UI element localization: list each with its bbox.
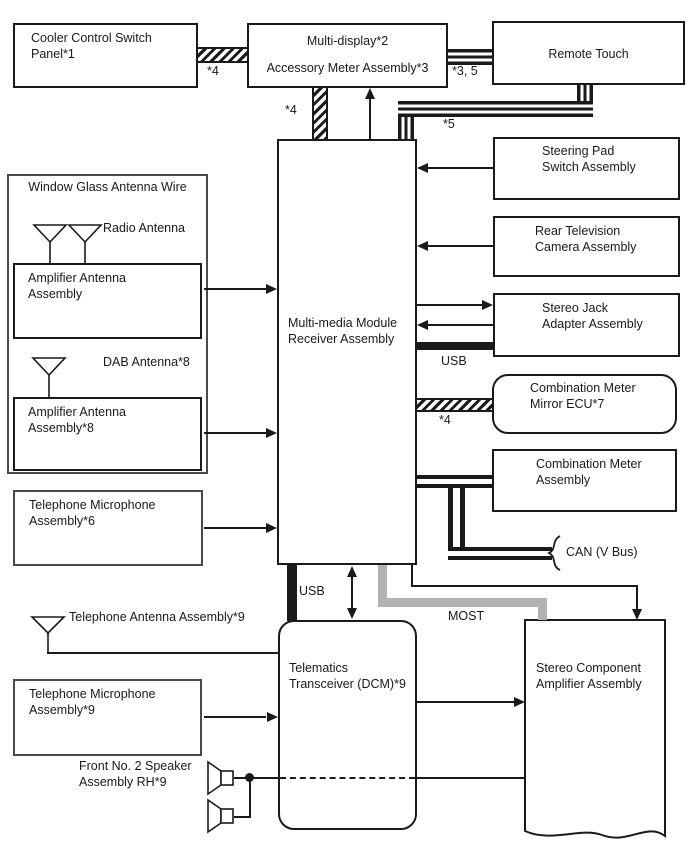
can-bus-label: CAN (V Bus): [566, 545, 638, 559]
hatched-cable-display-multimedia: [312, 88, 328, 139]
can-bus-brace-icon: [546, 535, 562, 571]
most-cable-segment: [378, 598, 547, 607]
wire-telematics-amplifier: [417, 701, 514, 703]
multimedia-module-receiver-box: [277, 139, 417, 565]
telematics-transceiver-box: [278, 620, 417, 830]
dab-antenna-label: DAB Antenna*8: [103, 355, 190, 369]
box-label-line: Assembly*8: [28, 421, 94, 435]
wire-amp1-multimedia: [204, 288, 266, 290]
radio-antenna-icon: [68, 224, 102, 264]
usb-label-bottom: USB: [299, 584, 325, 598]
arrowhead: [417, 320, 428, 330]
wire-amp2-multimedia: [204, 432, 266, 434]
window-glass-group-title: Window Glass Antenna Wire: [28, 180, 187, 194]
wire-mic6-multimedia: [204, 527, 266, 529]
box-label-line: Amplifier Assembly: [536, 677, 642, 691]
wire-multimedia-stereojack: [417, 304, 482, 306]
box-label-line: Transceiver (DCM)*9: [289, 677, 406, 691]
stereo-jack-adapter-box: [493, 293, 680, 357]
arrowhead: [514, 697, 525, 707]
wire-reartv-multimedia: [428, 245, 493, 247]
ref-label-4: *4: [207, 64, 219, 78]
arrowhead: [266, 523, 277, 533]
box-label-line: Assembly: [28, 287, 83, 301]
box-label-line: Assembly*9: [29, 703, 95, 717]
wire-multimedia-amplifier: [411, 565, 413, 587]
most-cable-segment: [538, 598, 547, 620]
wire-speaker-junction: [234, 777, 278, 779]
arrowhead: [267, 712, 278, 722]
arrowhead: [632, 609, 642, 620]
wire-telantenna-telematics: [47, 652, 278, 654]
telephone-microphone-6-box: [13, 490, 203, 566]
box-label-line: Remote Touch: [548, 47, 629, 61]
stereo-component-amplifier-box: [524, 619, 667, 847]
stereo-amplifier-label: [536, 660, 642, 692]
usb-label-top: USB: [441, 354, 467, 368]
striped-cable-remote-multimedia: [398, 101, 593, 117]
junction-dot: [245, 773, 254, 782]
box-label-line: Cooler Control Switch: [31, 31, 152, 45]
box-label-line: Assembly: [536, 473, 591, 487]
most-label: MOST: [448, 609, 485, 623]
label-line: Front No. 2 Speaker: [79, 759, 192, 773]
rear-tv-camera-box: [493, 216, 680, 277]
box-label-line: Telephone Microphone: [29, 687, 156, 701]
label-line: Assembly RH*9: [79, 775, 167, 789]
speaker-icon: [207, 761, 234, 795]
telephone-antenna-label: Telephone Antenna Assembly*9: [69, 610, 245, 624]
multi-display-box: [247, 23, 448, 88]
arrowhead: [417, 163, 428, 173]
box-label-line: Steering Pad: [542, 144, 615, 158]
box-label-line: Switch Assembly: [542, 160, 636, 174]
box-label-line: Accessory Meter Assembly*3: [266, 61, 429, 75]
can-cable-branch-horizontal: [448, 547, 552, 560]
ref-label-4: *4: [285, 103, 297, 117]
usb-cable-telematics: [287, 565, 297, 621]
ref-label-5: *5: [443, 117, 455, 131]
radio-antenna-icon: [33, 224, 67, 264]
box-label-line: Stereo Jack: [542, 301, 609, 315]
box-label-line: Combination Meter: [536, 457, 642, 471]
box-label-line: Rear Television: [535, 224, 621, 238]
box-label-line: Adapter Assembly: [542, 317, 643, 331]
arrowhead: [347, 566, 357, 577]
arrowhead: [347, 608, 357, 619]
wire-multimedia-amplifier: [636, 585, 638, 609]
wire-steering-multimedia: [428, 167, 493, 169]
box-label-line: Mirror ECU*7: [530, 397, 605, 411]
telephone-microphone-9-box: [13, 679, 202, 756]
arrowhead: [365, 88, 375, 99]
wire-mic9-telematics: [204, 716, 266, 718]
box-label-line: Telephone Microphone: [29, 498, 156, 512]
box-label-line: Amplifier Antenna: [28, 271, 126, 285]
box-label-line: Panel*1: [31, 47, 75, 61]
dab-antenna-icon: [32, 357, 66, 398]
box-label-line: Receiver Assembly: [288, 332, 395, 346]
arrowhead: [417, 241, 428, 251]
wire-speaker-to-amplifier: [417, 777, 525, 779]
box-label-line: Telematics: [289, 661, 349, 675]
arrowhead: [482, 300, 493, 310]
wire-multimedia-display: [369, 99, 371, 139]
hatched-cable-cooler-display: [198, 47, 247, 63]
box-label-line: Stereo Component: [536, 661, 641, 675]
remote-touch-box: [492, 21, 685, 85]
arrowhead: [266, 284, 277, 294]
combination-meter-assembly-box: [492, 449, 677, 512]
wire-speaker2-junction: [249, 777, 251, 818]
hatched-cable-mirror-ecu: [417, 398, 492, 412]
wire-multimedia-telematics: [351, 575, 353, 611]
box-label-line: Assembly*6: [29, 514, 95, 528]
amplifier-antenna-assembly-8-box: [13, 397, 202, 471]
wire-multimedia-amplifier: [411, 585, 638, 587]
wire-speaker2-junction: [234, 816, 250, 818]
ref-label-3-5: *3, 5: [452, 64, 478, 78]
front-speaker-label: [79, 758, 192, 790]
radio-antenna-label: Radio Antenna: [103, 221, 186, 235]
wire-stereojack-multimedia: [428, 324, 493, 326]
box-label-line: Multi-display*2: [306, 34, 389, 48]
cooler-control-switch-panel-box: [13, 23, 198, 88]
steering-pad-switch-box: [493, 137, 680, 200]
usb-cable-stereo-jack: [417, 342, 493, 350]
telephone-antenna-icon: [31, 616, 65, 654]
box-label-line: Amplifier Antenna: [28, 405, 126, 419]
speaker-icon: [207, 799, 234, 833]
amplifier-antenna-assembly-box: [13, 263, 202, 339]
box-label-line: Multi-media Module: [288, 316, 398, 330]
wire-speaker-dashed-through-dcm: [280, 777, 415, 779]
box-label-line: Combination Meter: [530, 381, 636, 395]
can-cable-to-combination-meter: [417, 475, 492, 488]
arrowhead: [266, 428, 277, 438]
ref-label-4: *4: [439, 413, 451, 427]
box-label-line: Camera Assembly: [535, 240, 637, 254]
combination-meter-mirror-ecu-box: [492, 374, 677, 434]
